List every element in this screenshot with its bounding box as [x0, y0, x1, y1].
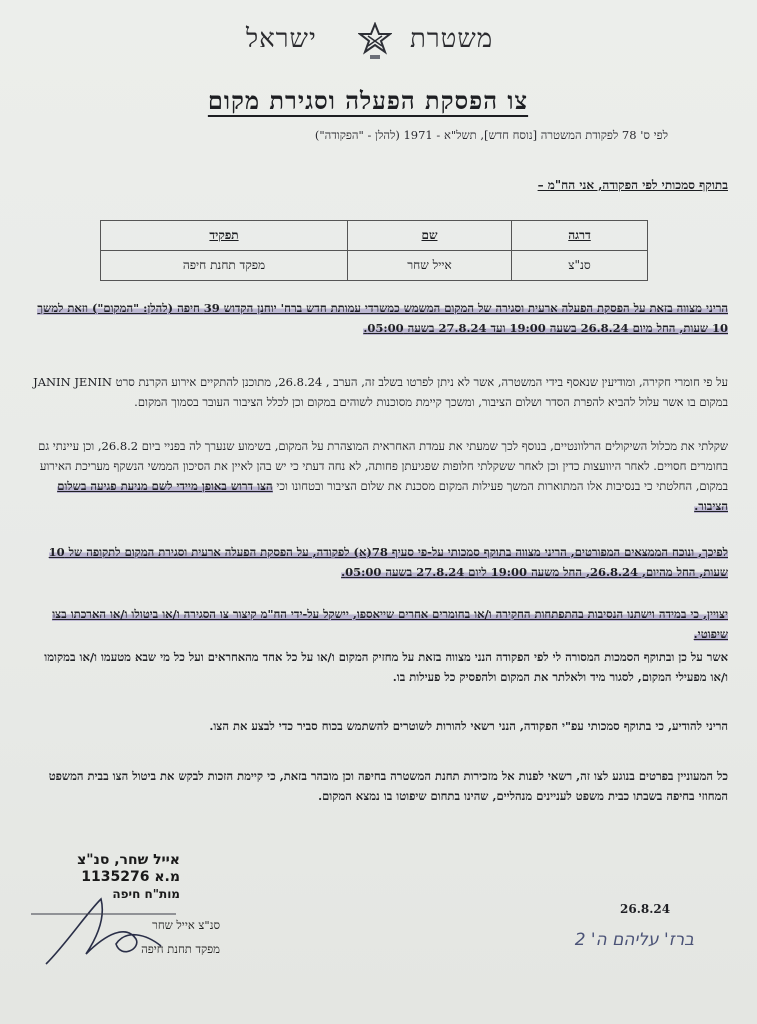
decision-text: לפיכך, ונוכח הממצאים המפורטים, הריני מצווה בתוקף סמכותי על-פי סעיף 78(א) לפקודה, על הפסקת הפעלה ארעית וסגירת המקום לתקופה של 10 שעות, החל מהיום, 26.8.24, החל משעה 19:00 ליום 27.8.24 בשעה 05:00.	[48, 545, 728, 579]
appeal-paragraph: כל המעוניין בפרטים בנוגע לצו זה, רשאי לפנות אל מזכירות תחנת המשטרה בחיפה וכן מובהר בזאת, כי קיימת הזכות לבקש את ביטול הצו בבית המשפט המחוזי בחיפה בשבתו כבית משפט לעניינים מנהליים, שהינו בתחום שיפוטו בו נמצא המקום.	[48, 769, 728, 803]
table-cell: סנ"צ	[512, 251, 648, 281]
grounds-paragraph: על פי חומרי חקירה, ומודיעין שנאסף בידי המשטרה, אשר לא ניתן לפרטו בשלב זה, הערב , 26.8.24, מתוכנן להתקיים אירוע הקרנת סרט JANIN JENIN במקום בו אשר עלול להביא להפרת הסדר ושלום הציבור, ומשכך קיימת מסוכנות לשוהים במקום וכן לכלל הציבור העובר בסמוך המקום.	[33, 375, 728, 409]
stamp-badge-number: מ.א 1135276	[81, 869, 180, 885]
table-header-cell: דרגה	[512, 221, 648, 251]
police-emblem-icon	[358, 22, 392, 62]
handwritten-note: ברז' עליהם ה' 2	[574, 930, 694, 950]
closure-paragraph: אשר על כן ובתוקף הסמכות המסורה לי לפי הפקודה הנני מצווה בזאת על מחזיק המקום ו/או על כל אחד מהאחראים ועל כל מי שבא מטעמו ו/או במקומו ו/או מפעילי המקום, לסגור מיד ולאלתר את המקום ולהפסיק כל פעילות בו.	[44, 650, 728, 684]
signatory-role: מפקד תחנת חיפה	[141, 942, 220, 956]
order-text: הריני מצווה בזאת על הפסקת הפעלה ארעית וסגירה של המקום המשמש כמשרדי עמותת חדש ברח' יוחנן הקדוש 39 חיפה (להלן: "המקום") וזאת למשך 10 שעות, החל מיום 26.8.24 בשעה 19:00 ועד 27.8.24 בשעה 05:00.	[37, 301, 728, 335]
revision-paragraph	[30, 604, 728, 644]
stamp-name: אייל שחר, סנ"צ	[77, 852, 180, 868]
table-cell: מפקד תחנת חיפה	[101, 251, 348, 281]
stamp-unit: מות"ח חיפה	[112, 887, 180, 901]
table-header-cell: תפקיד	[101, 221, 348, 251]
intro-line: בתוקף סמכותי לפי הפקודה, אני הח"מ –	[537, 178, 728, 192]
page-title: צו הפסקת הפעלה וסגירת מקום	[207, 86, 529, 115]
revision-text: יצויין, כי במידה וישתנו הנסיבות בהתפתחות החקירה ו/או בחומרים אחרים שייאספו, יישקל על-ידי הח"מ קיצור צו הסגירה ו/או ביטולו ו/או הארכתו בצו שיפוטי.	[52, 607, 728, 641]
table-cell: אייל שחר	[348, 251, 512, 281]
header-org-right: ישראל	[246, 24, 317, 54]
officer-table	[100, 220, 648, 281]
force-paragraph: הריני להודיע, כי בתוקף סמכותי עפ"י הפקודה, הנני רשאי להורות לשוטרים להשתמש בכוח סביר כדי לבצע את הצו.	[209, 719, 728, 733]
considerations-paragraph	[30, 436, 728, 516]
table-header-cell: שם	[348, 221, 512, 251]
header-org-left: משטרת	[410, 24, 494, 54]
signatory-name: סנ"צ אייל שחר	[152, 918, 220, 932]
considerations-conclusion: הצו דרוש באופן מיידי לשם מניעת פגיעה בשלום הציבור.	[57, 479, 728, 513]
table-header-row	[101, 221, 648, 251]
decision-paragraph	[30, 542, 728, 582]
legal-basis-line: לפי ס' 78 לפקודת המשטרה [נוסח חדש], תשל"א - 1971 (להלן - "הפקודה")	[314, 128, 668, 142]
table-row	[101, 251, 648, 281]
considerations-text: שקלתי את מכלול השיקולים הרלוונטיים, בנוסף לכך שמעתי את עמדת האחראית המוצהרת על המקום, בשימוע שנערך לה בפניי ביום 26.8.2, וכן עיינתי גם בחומרים חסויים. לאחר היוועצות כדין וכן לאחר ששקלתי חלופות שפגיעתן פחותה, לא נחה דעתי כי יש בהן לאיין את הסיכון הממשי הנשקף מעריכת האירוע במקום, החלטתי כי בנסיבות אלו המתוארות המשך פעילות המקום מסכנת את שלום הציבור ובטחונו וכי	[38, 439, 728, 493]
order-paragraph	[30, 298, 728, 338]
document-date: 26.8.24	[620, 902, 671, 916]
